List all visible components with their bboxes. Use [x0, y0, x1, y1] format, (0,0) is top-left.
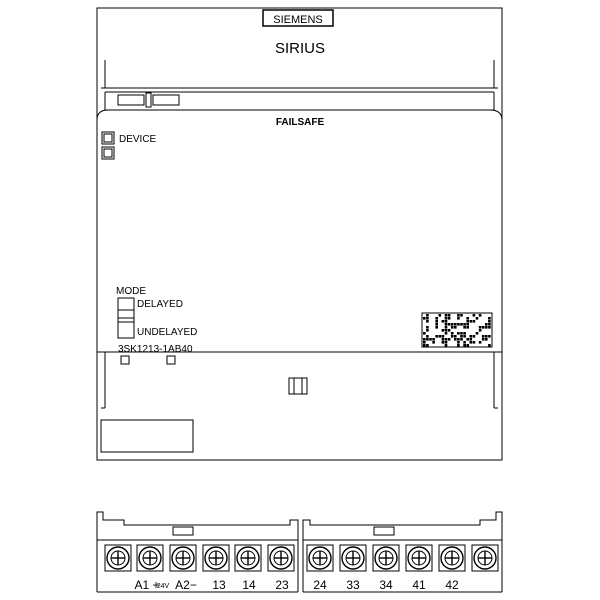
top-slot-right	[153, 95, 179, 105]
terminal-screw-icon	[170, 545, 196, 571]
terminal-screw-icon	[439, 545, 465, 571]
terminal-screw-icon	[472, 545, 498, 571]
brand-logo: SIEMENS	[273, 14, 323, 26]
terminal-screw-icon	[105, 545, 131, 571]
terminal-screw-icon	[406, 545, 432, 571]
terminal-label-a2: A2−	[175, 578, 197, 592]
top-slot-divider	[146, 93, 151, 107]
terminal-label: 41	[412, 578, 426, 592]
model-number: 3SK1213-1AB40	[118, 344, 193, 355]
mode-delayed-label: DELAYED	[137, 299, 183, 310]
terminal-screw-icon	[235, 545, 261, 571]
device-housing	[97, 8, 502, 460]
terminal-label: 33	[346, 578, 360, 592]
mode-label: MODE	[116, 286, 146, 297]
device-led-label: DEVICE	[119, 134, 157, 145]
terminal-screw-icon	[340, 545, 366, 571]
terminal-label: 23	[275, 578, 289, 592]
lower-indicator-right	[167, 356, 175, 364]
terminal-label-24v: 24V	[156, 583, 170, 590]
terminal-screw-icon	[373, 545, 399, 571]
terminal-label: 24	[313, 578, 327, 592]
terminal-screw-icon	[307, 545, 333, 571]
label-plate	[101, 420, 193, 452]
terminal-label: 34	[379, 578, 393, 592]
lower-indicator-left	[121, 356, 129, 364]
latch-icon	[289, 378, 307, 394]
product-line-label: SIRIUS	[274, 40, 326, 57]
data-matrix-code	[422, 313, 492, 347]
front-panel	[97, 110, 502, 350]
terminal-screw-icon	[203, 545, 229, 571]
terminal-screw-icon	[268, 545, 294, 571]
terminal-label-a1: A1 +	[134, 578, 160, 592]
terminal-label: 14	[242, 578, 256, 592]
top-slot-left	[118, 95, 144, 105]
terminal-label: 13	[212, 578, 226, 592]
terminal-label: 42	[445, 578, 459, 592]
failsafe-label: FAILSAFE	[275, 117, 325, 128]
terminal-screw-icon	[137, 545, 163, 571]
mode-undelayed-label: UNDELAYED	[137, 327, 198, 338]
